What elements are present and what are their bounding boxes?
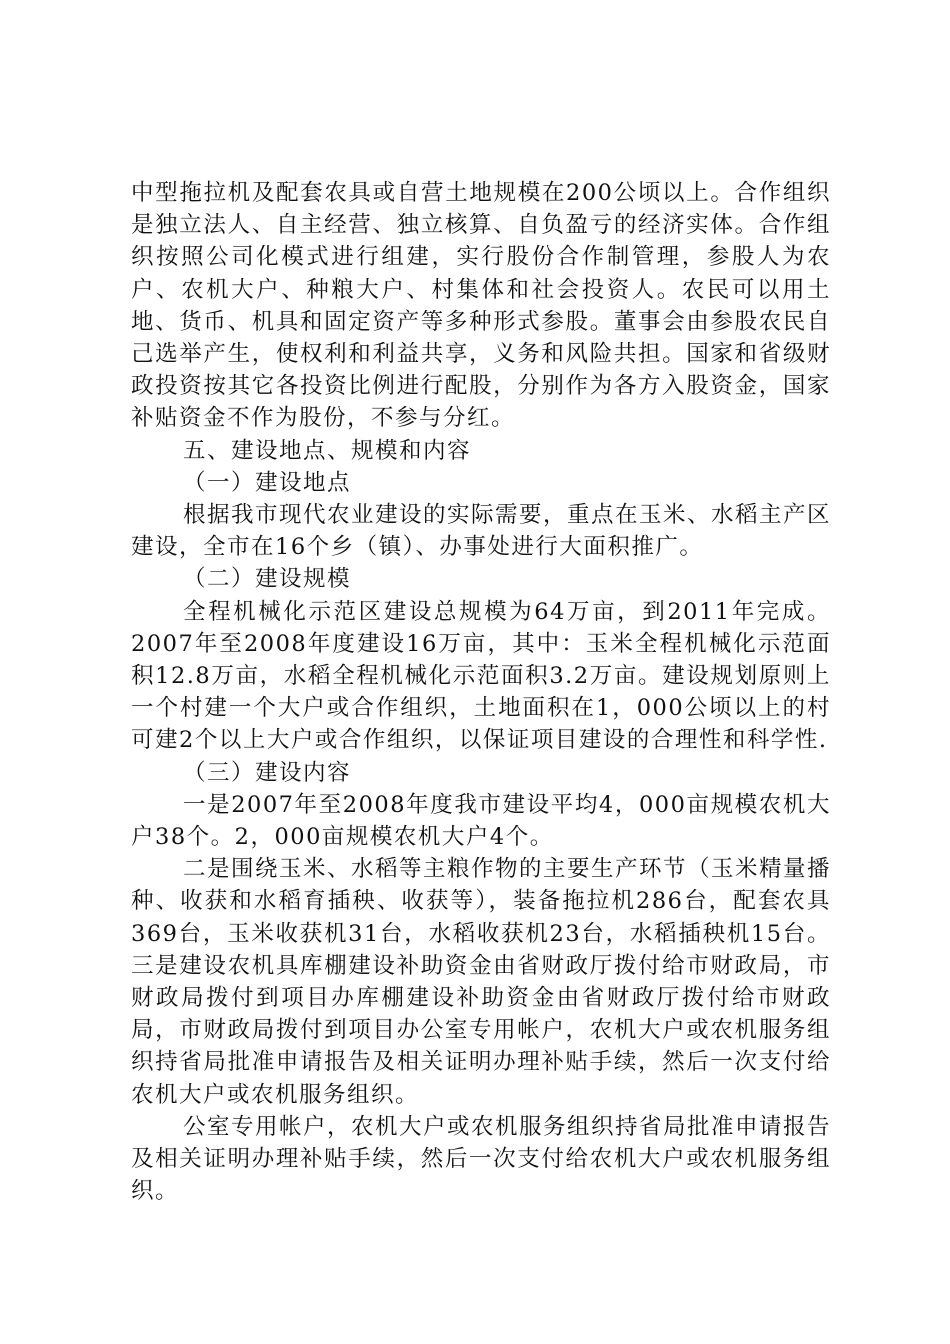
paragraph-construction-location: 根据我市现代农业建设的实际需要，重点在玉米、水稻主产区建设，全市在16个乡（镇）、办事处进行大面积推广。 [131, 502, 832, 561]
heading-section-five: 五、建设地点、规模和内容 [183, 437, 472, 464]
heading-construction-content: （三）建设内容 [183, 759, 352, 786]
paragraph-special-account: 公室专用帐户，农机大户或农机服务组织持省局批准申请报告及相关证明办理补贴手续，然后一次支付给农机大户或农机服务组织。 [131, 1113, 832, 1205]
paragraph-content-item-two: 二是围绕玉米、水稻等主粮作物的主要生产环节（玉米精量播种、收获和水稻育插秧、收获等），装备拖拉机286台，配套农具369台，玉米收获机31台，水稻收获机23台，水稻插秧机15台。三是建设农机具库棚建设补助资金由省财政厅拨付给市财政局，市财政局拨付到项目办库棚建设补助资金由省财政厅拨付给市财政局，市财政局拨付到项目办公室专用帐户，农机大户或农机服务组织持省局批准申请报告及相关证明办理补贴手续，然后一次支付给农机大户或农机服务组织。 [131, 856, 832, 1108]
paragraph-construction-scale: 全程机械化示范区建设总规模为64万亩，到2011年完成。2007年至2008年度建设16万亩，其中：玉米全程机械化示范面积12.8万亩，水稻全程机械化示范面积3.2万亩。建设规划原则上一个村建一个大户或合作组织，土地面积在1，000公顷以上的村可建2个以上大户或合作组织，以保证项目建设的合理性和科学性. [131, 598, 831, 754]
paragraph-content-item-one: 一是2007年至2008年度我市建设平均4，000亩规模农机大户38个。2，000亩规模农机大户4个。 [131, 791, 831, 851]
heading-construction-location: （一）建设地点 [183, 469, 352, 496]
paragraph-cooperative-organization: 中型拖拉机及配套农具或自营土地规模在200公顷以上。合作组织是独立法人、自主经营、独立核算、自负盈亏的经济实体。合作组织按照公司化模式进行组建，实行股份合作制管理，参股人为农户、农机大户、种粮大户、村集体和社会投资人。农民可以用土地、货币、机具和固定资产等多种形式参股。董事会由参股农民自己选举产生，使权利和利益共享，义务和风险共担。国家和省级财政投资按其它各投资比例进行配股，分别作为各方入股资金，国家补贴资金不作为股份，不参与分红。 [131, 180, 831, 432]
heading-construction-scale: （二）建设规模 [183, 566, 352, 593]
document-body [131, 177, 831, 1208]
